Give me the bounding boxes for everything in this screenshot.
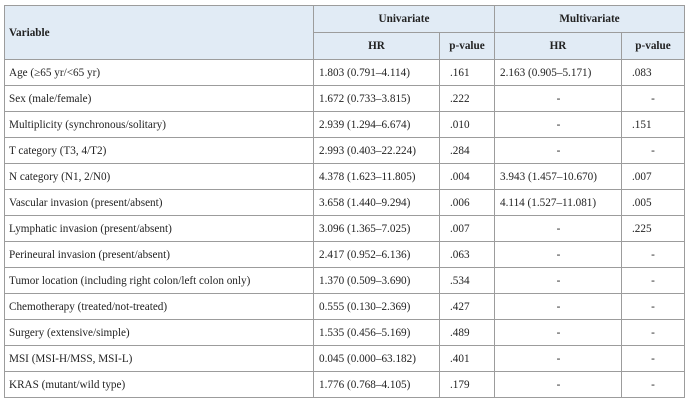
univariate-hr-cell: 3.658 (1.440–9.294) [314, 190, 440, 216]
multivariate-hr-cell: 2.163 (0.905–5.171) [495, 60, 622, 86]
table-row [5, 112, 685, 138]
table-header [5, 6, 685, 60]
multivariate-pvalue-cell: - [622, 294, 685, 320]
multivariate-pvalue-cell: - [622, 242, 685, 268]
table-row [5, 372, 685, 398]
univariate-pvalue-cell: .489 [440, 320, 495, 346]
multivariate-hr-cell: - [495, 268, 622, 294]
variable-cell: MSI (MSI-H/MSS, MSI-L) [5, 346, 314, 372]
multivariate-pvalue-cell: .007 [622, 164, 685, 190]
variable-cell: Chemotherapy (treated/not-treated) [5, 294, 314, 320]
multivariate-hr-cell: - [495, 372, 622, 398]
multivariate-pvalue-cell: - [622, 372, 685, 398]
univariate-pvalue-header: p-value [440, 33, 495, 60]
univariate-pvalue-cell: .427 [440, 294, 495, 320]
variable-cell: KRAS (mutant/wild type) [5, 372, 314, 398]
variable-cell: Vascular invasion (present/absent) [5, 190, 314, 216]
univariate-pvalue-cell: .063 [440, 242, 495, 268]
variable-cell: Sex (male/female) [5, 86, 314, 112]
univariate-pvalue-cell: .401 [440, 346, 495, 372]
univariate-hr-cell: 3.096 (1.365–7.025) [314, 216, 440, 242]
univariate-hr-cell: 1.803 (0.791–4.114) [314, 60, 440, 86]
univariate-hr-cell: 0.555 (0.130–2.369) [314, 294, 440, 320]
univariate-pvalue-cell: .161 [440, 60, 495, 86]
table-row [5, 60, 685, 86]
variable-cell: Perineural invasion (present/absent) [5, 242, 314, 268]
univariate-pvalue-cell: .179 [440, 372, 495, 398]
univariate-hr-cell: 2.993 (0.403–22.224) [314, 138, 440, 164]
univariate-pvalue-cell: .007 [440, 216, 495, 242]
variable-cell: Tumor location (including right colon/left colon only) [5, 268, 314, 294]
univariate-pvalue-cell: .284 [440, 138, 495, 164]
multivariate-hr-cell: - [495, 86, 622, 112]
variable-cell: Surgery (extensive/simple) [5, 320, 314, 346]
multivariate-pvalue-cell: .083 [622, 60, 685, 86]
multivariate-hr-cell: - [495, 346, 622, 372]
multivariate-pvalue-cell: - [622, 320, 685, 346]
univariate-pvalue-cell: .010 [440, 112, 495, 138]
multivariate-hr-cell: - [495, 112, 622, 138]
univariate-hr-cell: 1.776 (0.768–4.105) [314, 372, 440, 398]
variable-cell: Age (≥65 yr/<65 yr) [5, 60, 314, 86]
variable-cell: Lymphatic invasion (present/absent) [5, 216, 314, 242]
table-row [5, 294, 685, 320]
variable-column-header: Variable [5, 6, 314, 60]
variable-cell: T category (T3, 4/T2) [5, 138, 314, 164]
variable-cell: N category (N1, 2/N0) [5, 164, 314, 190]
univariate-group-header: Univariate [314, 6, 495, 33]
multivariate-pvalue-cell: - [622, 86, 685, 112]
multivariate-hr-cell: - [495, 138, 622, 164]
univariate-pvalue-cell: .222 [440, 86, 495, 112]
univariate-hr-cell: 1.672 (0.733–3.815) [314, 86, 440, 112]
hazard-ratio-table [4, 5, 685, 398]
multivariate-hr-cell: - [495, 216, 622, 242]
univariate-hr-cell: 4.378 (1.623–11.805) [314, 164, 440, 190]
univariate-pvalue-cell: .006 [440, 190, 495, 216]
table-row [5, 216, 685, 242]
multivariate-pvalue-cell: .225 [622, 216, 685, 242]
multivariate-hr-cell: - [495, 242, 622, 268]
table-row [5, 268, 685, 294]
variable-cell: Multiplicity (synchronous/solitary) [5, 112, 314, 138]
table-row [5, 346, 685, 372]
univariate-pvalue-cell: .534 [440, 268, 495, 294]
table-row [5, 138, 685, 164]
multivariate-group-header: Multivariate [495, 6, 685, 33]
table-row [5, 164, 685, 190]
multivariate-hr-cell: - [495, 294, 622, 320]
univariate-hr-cell: 1.535 (0.456–5.169) [314, 320, 440, 346]
multivariate-hr-cell: 4.114 (1.527–11.081) [495, 190, 622, 216]
table-row [5, 242, 685, 268]
table-body [5, 60, 685, 398]
univariate-hr-cell: 2.939 (1.294–6.674) [314, 112, 440, 138]
multivariate-pvalue-cell: .005 [622, 190, 685, 216]
multivariate-pvalue-cell: .151 [622, 112, 685, 138]
univariate-hr-cell: 1.370 (0.509–3.690) [314, 268, 440, 294]
multivariate-hr-cell: 3.943 (1.457–10.670) [495, 164, 622, 190]
multivariate-pvalue-cell: - [622, 268, 685, 294]
header-row-groups [5, 6, 685, 33]
univariate-hr-cell: 2.417 (0.952–6.136) [314, 242, 440, 268]
multivariate-pvalue-cell: - [622, 138, 685, 164]
table-row [5, 320, 685, 346]
table-row [5, 86, 685, 112]
multivariate-pvalue-cell: - [622, 346, 685, 372]
univariate-hr-cell: 0.045 (0.000–63.182) [314, 346, 440, 372]
multivariate-hr-header: HR [495, 33, 622, 60]
multivariate-hr-cell: - [495, 320, 622, 346]
univariate-pvalue-cell: .004 [440, 164, 495, 190]
univariate-hr-header: HR [314, 33, 440, 60]
multivariate-pvalue-header: p-value [622, 33, 685, 60]
table-row [5, 190, 685, 216]
